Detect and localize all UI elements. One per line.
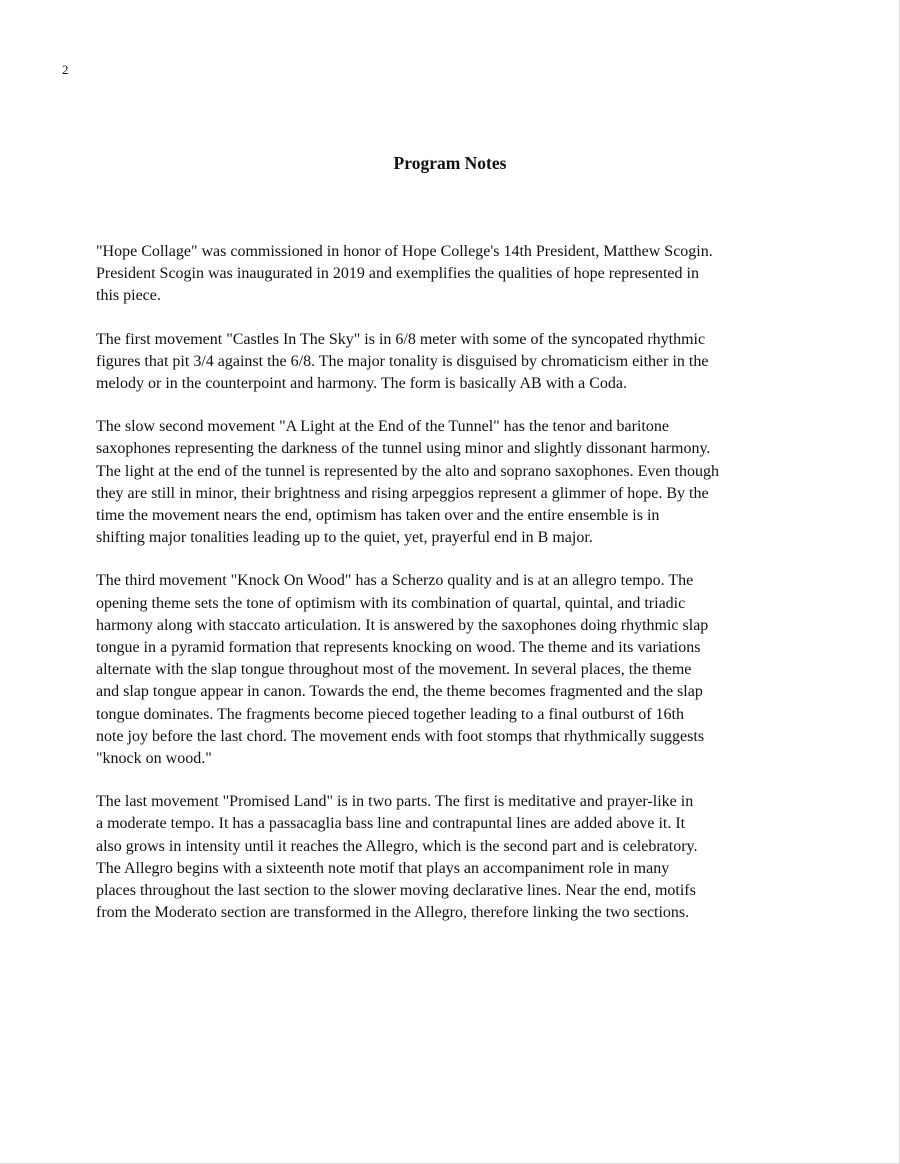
- text-line: tongue in a pyramid formation that represents knocking on wood. The theme and its variations: [96, 639, 701, 657]
- text-line: alternate with the slap tongue throughout most of the movement. In several places, the theme: [96, 661, 692, 679]
- text-line: from the Moderato section are transformed in the Allegro, therefore linking the two sections.: [96, 904, 690, 922]
- paragraph-second-movement: [96, 416, 850, 549]
- text-line: The third movement "Knock On Wood" has a Scherzo quality and is at an allegro tempo. The: [96, 572, 694, 590]
- text-line: and slap tongue appear in canon. Towards the end, the theme becomes fragmented and the slap: [96, 683, 703, 701]
- text-line: melody or in the counterpoint and harmony. The form is basically AB with a Coda.: [96, 375, 628, 393]
- text-line: a moderate tempo. It has a passacaglia bass line and contrapuntal lines are added above it. It: [96, 815, 686, 833]
- text-line: The slow second movement "A Light at the End of the Tunnel" has the tenor and baritone: [96, 418, 669, 436]
- text-line: "knock on wood.": [96, 750, 212, 768]
- program-notes-body: [96, 241, 850, 945]
- paragraph-first-movement: [96, 329, 850, 396]
- text-line: The last movement "Promised Land" is in two parts. The first is meditative and prayer-like in: [96, 793, 694, 811]
- text-line: The Allegro begins with a sixteenth note motif that plays an accompaniment role in many: [96, 859, 670, 877]
- page-number: 2: [62, 62, 69, 77]
- paragraph-third-movement: [96, 570, 850, 770]
- text-line: tongue dominates. The fragments become pieced together leading to a final outburst of 16th: [96, 705, 684, 723]
- paragraph-introduction: [96, 241, 850, 308]
- text-line: opening theme sets the tone of optimism with its combination of quartal, quintal, and triadic: [96, 594, 686, 612]
- text-line: also grows in intensity until it reaches the Allegro, which is the second part and is celebratory.: [96, 837, 698, 855]
- text-line: they are still in minor, their brightness and rising arpeggios represent a glimmer of hope. By the: [96, 484, 709, 502]
- text-line: The light at the end of the tunnel is represented by the alto and soprano saxophones. Even though: [96, 462, 719, 480]
- paragraph-last-movement: [96, 791, 850, 924]
- text-line: this piece.: [96, 287, 161, 305]
- text-line: time the movement nears the end, optimism has taken over and the entire ensemble is in: [96, 507, 660, 525]
- text-line: shifting major tonalities leading up to the quiet, yet, prayerful end in B major.: [96, 529, 593, 547]
- text-line: "Hope Collage" was commissioned in honor of Hope College's 14th President, Matthew Scogin.: [96, 243, 713, 260]
- text-line: harmony along with staccato articulation. It is answered by the saxophones doing rhythmic slap: [96, 616, 709, 634]
- text-line: note joy before the last chord. The movement ends with foot stomps that rhythmically suggests: [96, 727, 705, 745]
- text-line: saxophones representing the darkness of the tunnel using minor and slightly dissonant harmony.: [96, 440, 711, 458]
- text-line: President Scogin was inaugurated in 2019 and exemplifies the qualities of hope represented in: [96, 265, 699, 283]
- text-line: places throughout the last section to the slower moving declarative lines. Near the end, motifs: [96, 882, 696, 900]
- text-line: The first movement "Castles In The Sky" is in 6/8 meter with some of the syncopated rhythmic: [96, 330, 706, 348]
- text-line: figures that pit 3/4 against the 6/8. The major tonality is disguised by chromaticism either in the: [96, 352, 709, 370]
- page-title: Program Notes: [393, 153, 507, 173]
